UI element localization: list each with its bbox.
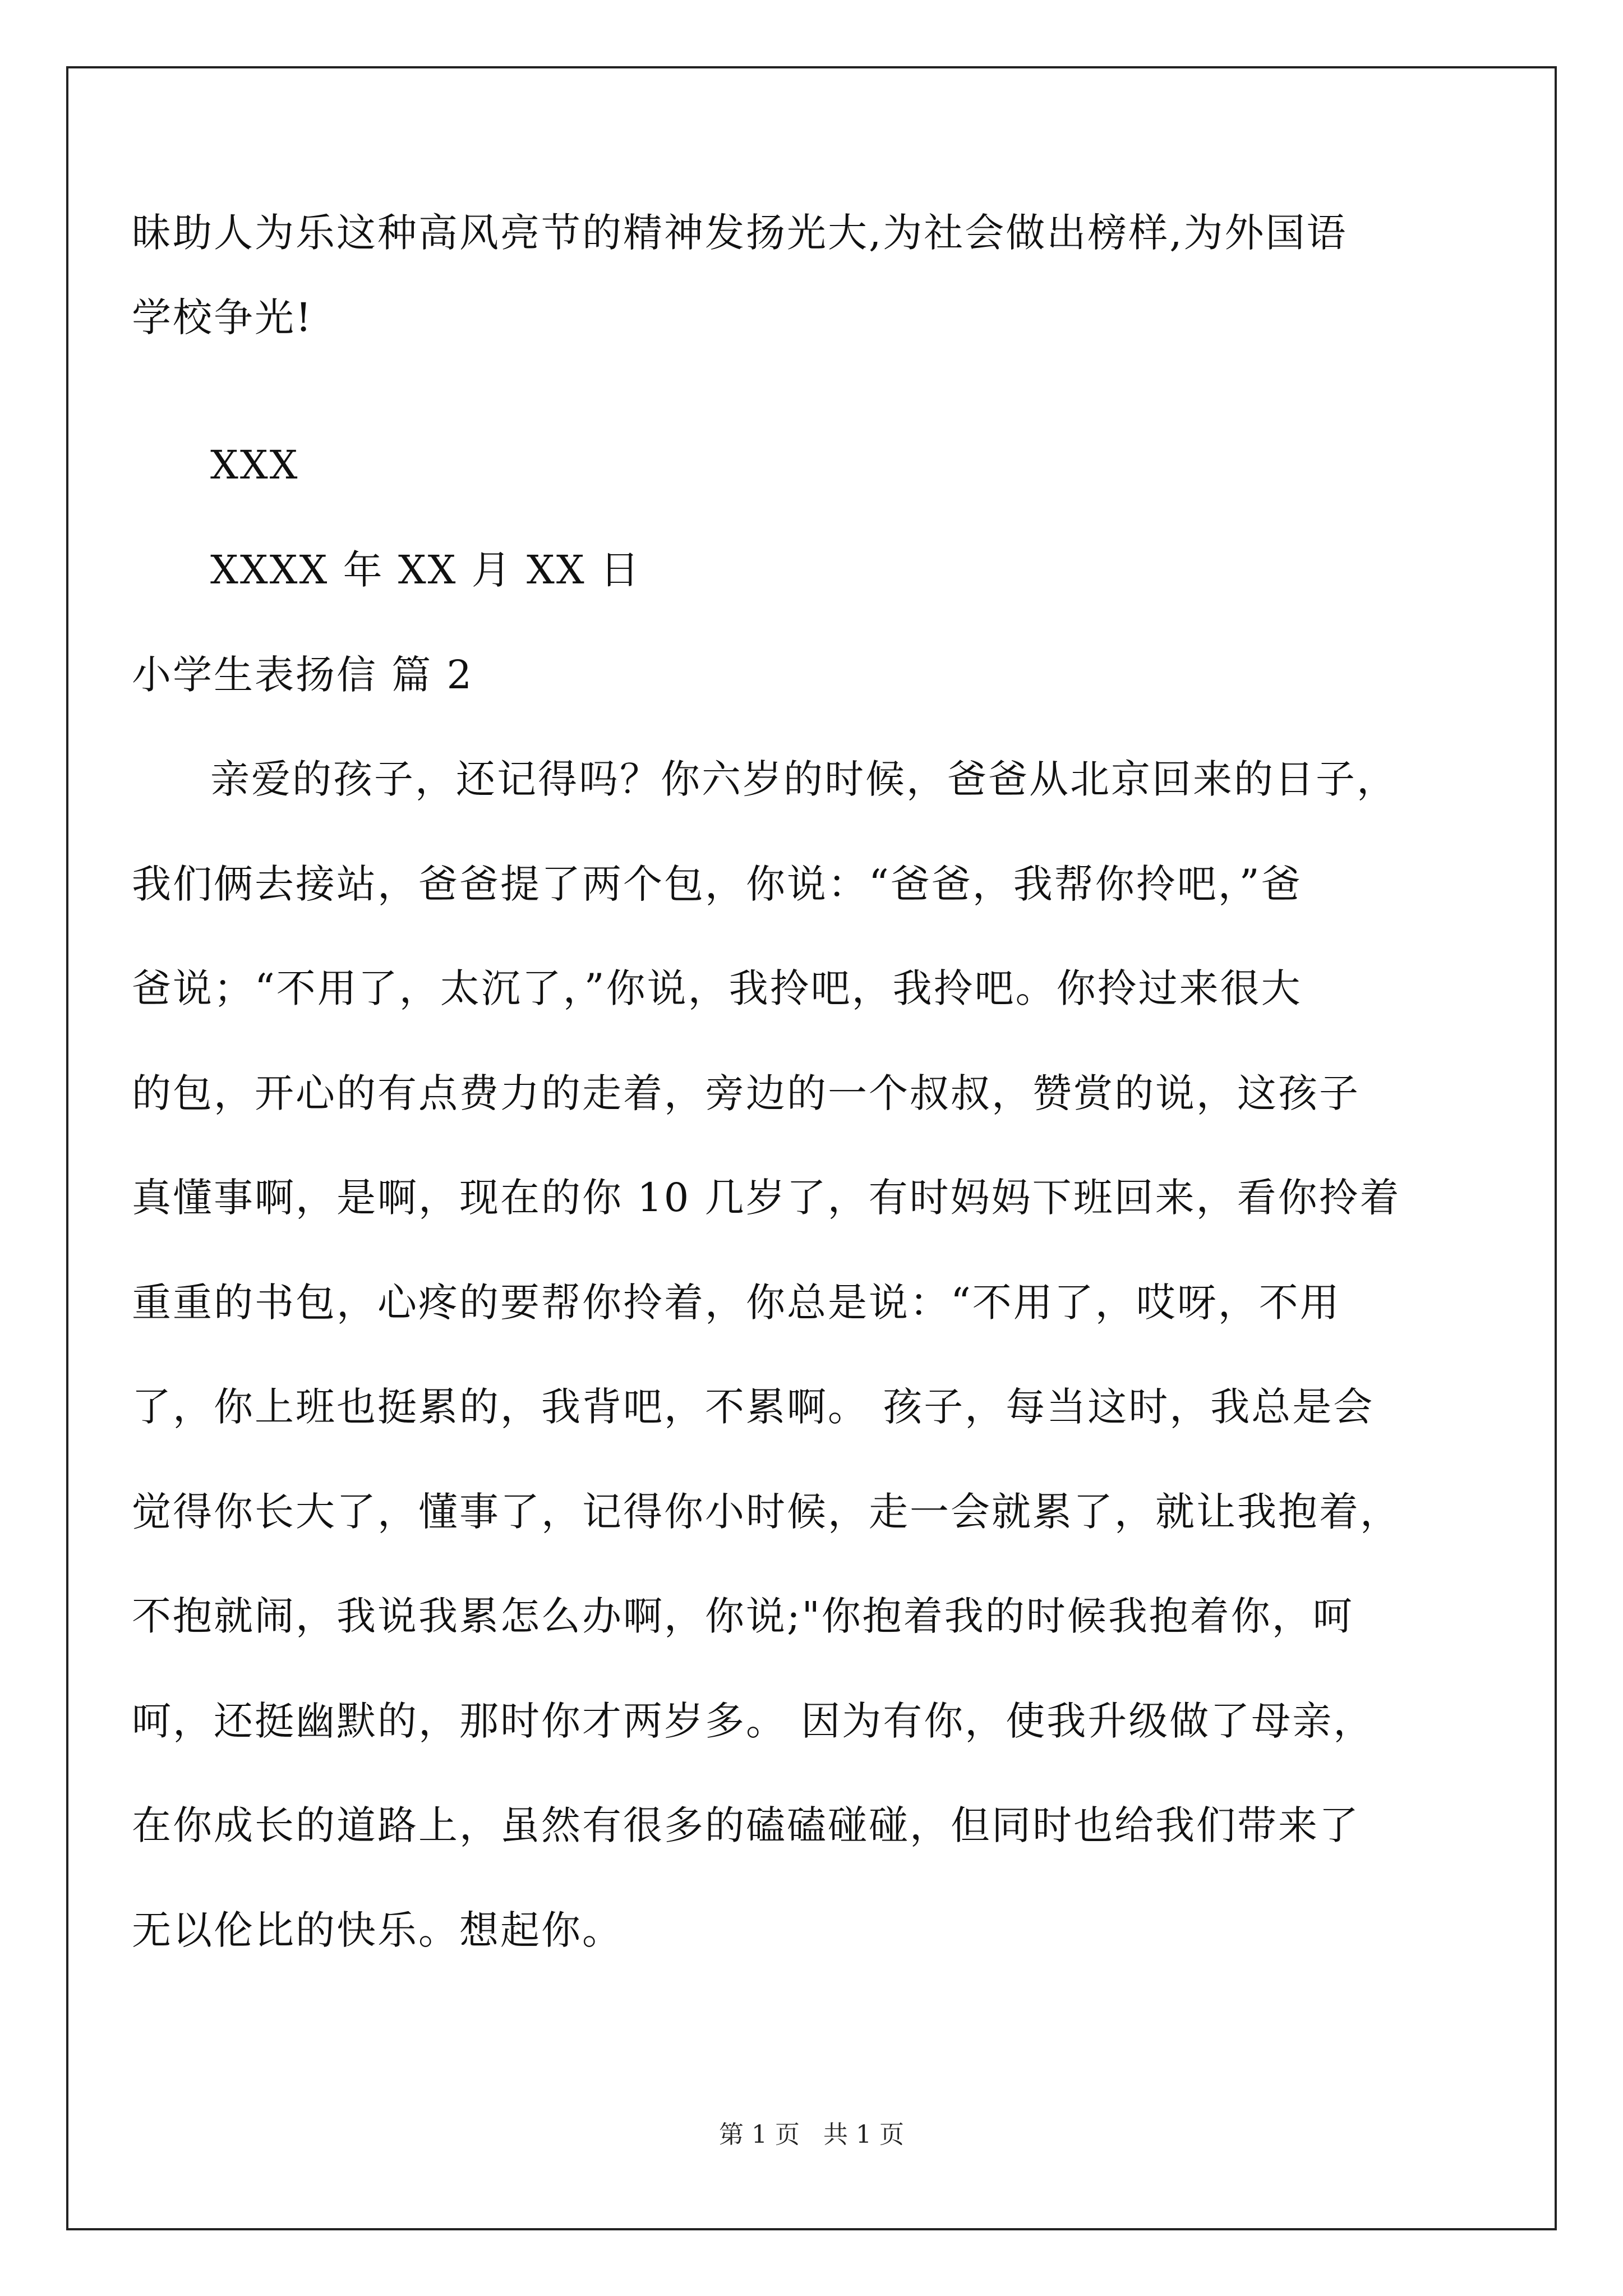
text-line: 了，你上班也挺累的，我背吧，不累啊。 孩子，每当这时，我总是会 <box>132 1384 1375 1430</box>
text-line: 爸说；“不用了，太沉了，”你说，我拎吧，我拎吧。你拎过来很大 <box>132 965 1302 1011</box>
text-line: 在你成长的道路上，虽然有很多的磕磕碰碰，但同时也给我们带来了 <box>132 1802 1360 1848</box>
footer-spacer <box>800 2120 823 2149</box>
text-line: 的包，开心的有点费力的走着，旁边的一个叔叔，赞赏的说，这孩子 <box>132 1070 1360 1116</box>
page-total: 共 1 页 <box>823 2120 904 2149</box>
page-number: 第 1 页 <box>719 2120 800 2149</box>
text-line: 学校争光! <box>132 295 313 341</box>
text-line: 无以伦比的快乐。想起你。 <box>132 1907 623 1953</box>
signature-name: XXX <box>210 442 299 488</box>
text-line: 呵，还挺幽默的，那时你才两岁多。 因为有你，使我升级做了母亲， <box>132 1698 1375 1744</box>
text-line: 真懂事啊，是啊，现在的你 10 几岁了，有时妈妈下班回来，看你拎着 <box>132 1175 1401 1221</box>
text-line: 不抱就闹，我说我累怎么办啊，你说;"你抱着我的时候我抱着你，呵 <box>132 1593 1354 1639</box>
signature-date: XXXX 年 XX 月 XX 日 <box>210 547 641 593</box>
page-footer <box>0 2118 1623 2152</box>
section-heading: 小学生表扬信 篇 2 <box>132 652 474 698</box>
text-line: 重重的书包，心疼的要帮你拎着，你总是说：“不用了，哎呀，不用 <box>132 1280 1341 1326</box>
text-line: 觉得你长大了，懂事了，记得你小时候，走一会就累了，就让我抱着， <box>132 1489 1401 1535</box>
text-line: 昧助人为乐这种高风亮节的精神发扬光大,为社会做出榜样,为外国语 <box>132 210 1348 256</box>
text-line: 亲爱的孩子，还记得吗？你六岁的时候，爸爸从北京回来的日子， <box>210 756 1398 802</box>
text-line: 我们俩去接站，爸爸提了两个包，你说：“爸爸，我帮你拎吧，”爸 <box>132 861 1302 907</box>
